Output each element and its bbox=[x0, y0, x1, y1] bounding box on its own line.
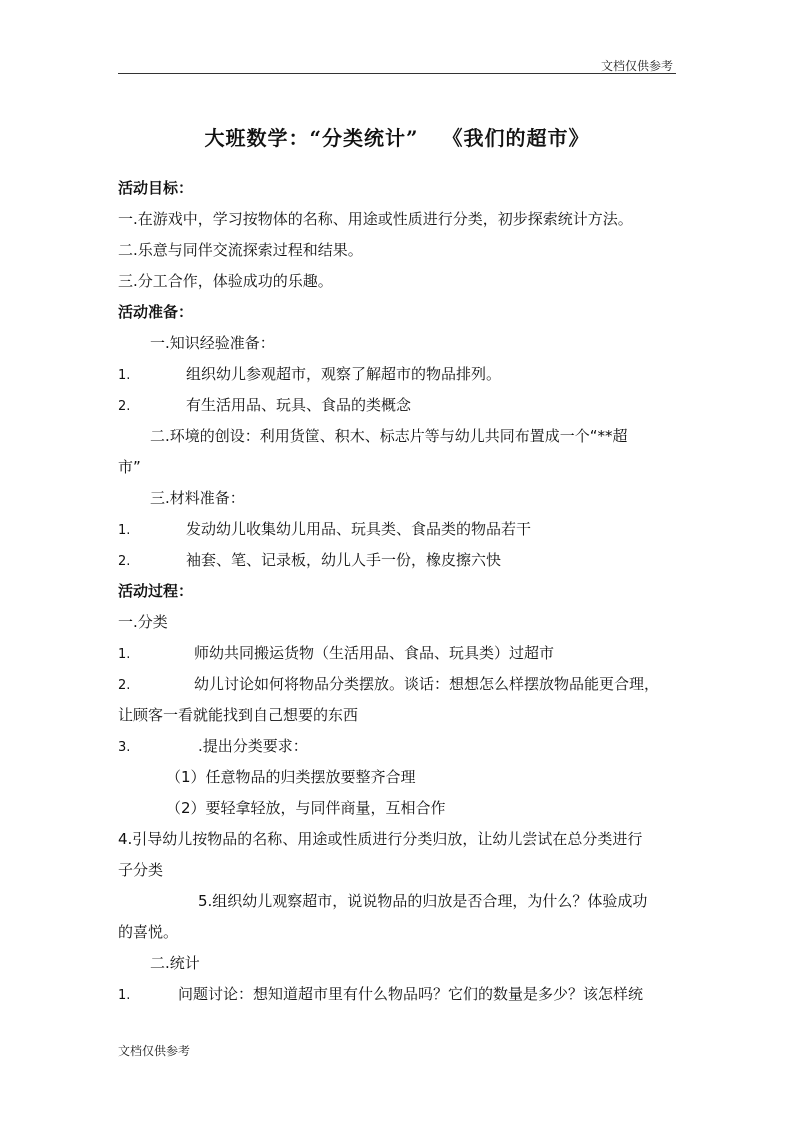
list-number: 1. bbox=[118, 647, 131, 662]
list-text: 师幼共同搬运货物（生活用品、食品、玩具类）过超市 bbox=[194, 644, 555, 662]
process-classify-item-5: 5.组织幼儿观察超市，说说物品的归放是否合理，为什么？体验成功 bbox=[198, 892, 648, 910]
list-text: 问题讨论：想知道超市里有什么物品吗？它们的数量是多少？该怎样统 bbox=[178, 985, 644, 1003]
goal-item-2: 二.乐意与同伴交流探索过程和结果。 bbox=[118, 241, 363, 259]
process-requirement-1: （1）任意物品的归类摆放要整齐合理 bbox=[166, 768, 416, 786]
goal-item-3: 三.分工合作，体验成功的乐趣。 bbox=[118, 272, 333, 290]
process-classify-heading: 一.分类 bbox=[118, 613, 168, 631]
list-text: 发动幼儿收集幼儿用品、玩具类、食品类的物品若干 bbox=[186, 520, 532, 538]
list-number: 2. bbox=[118, 678, 131, 693]
process-classify-item-5-cont: 的喜悦。 bbox=[118, 923, 179, 941]
process-classify-item-3 bbox=[118, 733, 678, 764]
list-number: 1. bbox=[118, 988, 131, 1003]
goal-item-1: 一.在游戏中，学习按物体的名称、用途或性质进行分类，初步探索统计方法。 bbox=[118, 210, 633, 228]
list-text: .提出分类要求： bbox=[198, 737, 308, 755]
process-heading: 活动过程： bbox=[118, 582, 194, 600]
list-number: 2. bbox=[118, 399, 131, 414]
prep-heading: 活动准备： bbox=[118, 303, 194, 321]
page-footer: 文档仅供参考 bbox=[118, 1044, 191, 1058]
goal-heading: 活动目标： bbox=[118, 179, 194, 197]
document-title bbox=[0, 122, 794, 151]
prep-knowledge-item-2 bbox=[118, 392, 678, 423]
title-part-1: 大班数学：“分类统计” bbox=[204, 126, 419, 150]
prep-environment-line-1: 二.环境的创设：利用货筐、积木、标志片等与幼儿共同布置成一个“**超 bbox=[150, 427, 628, 445]
process-statistics-heading: 二.统计 bbox=[150, 954, 200, 972]
prep-material-heading: 三.材料准备： bbox=[150, 489, 245, 507]
document-body bbox=[118, 175, 678, 1012]
title-part-2: 《我们的超市》 bbox=[442, 126, 590, 150]
list-number: 2. bbox=[118, 554, 131, 569]
prep-knowledge-item-1 bbox=[118, 361, 678, 392]
prep-material-item-1 bbox=[118, 516, 678, 547]
header-divider bbox=[118, 73, 676, 74]
process-statistics-item-1 bbox=[118, 981, 678, 1012]
page-header: 文档仅供参考 bbox=[600, 59, 673, 73]
list-number: 1. bbox=[118, 523, 131, 538]
list-text: 组织幼儿参观超市，观察了解超市的物品排列。 bbox=[186, 365, 502, 383]
list-number: 3. bbox=[118, 740, 131, 755]
list-text: 有生活用品、玩具、食品的类概念 bbox=[186, 396, 412, 414]
process-classify-item-4-cont: 子分类 bbox=[118, 861, 164, 879]
list-text: 幼儿讨论如何将物品分类摆放。谈话：想想怎么样摆放物品能更合理， bbox=[194, 675, 660, 693]
process-classify-item-2 bbox=[118, 671, 678, 702]
prep-environment-line-2: 市” bbox=[118, 458, 141, 476]
process-classify-item-2-cont: 让顾客一看就能找到自己想要的东西 bbox=[118, 706, 359, 724]
prep-knowledge-heading: 一.知识经验准备： bbox=[150, 334, 275, 352]
prep-material-item-2 bbox=[118, 547, 678, 578]
list-text: 袖套、笔、记录板，幼儿人手一份，橡皮擦六快 bbox=[186, 551, 502, 569]
process-requirement-2: （2）要轻拿轻放，与同伴商量，互相合作 bbox=[166, 799, 446, 817]
process-classify-item-4: 4.引导幼儿按物品的名称、用途或性质进行分类归放，让幼儿尝试在总分类进行 bbox=[118, 830, 643, 848]
list-number: 1. bbox=[118, 368, 131, 383]
process-classify-item-1 bbox=[118, 640, 678, 671]
